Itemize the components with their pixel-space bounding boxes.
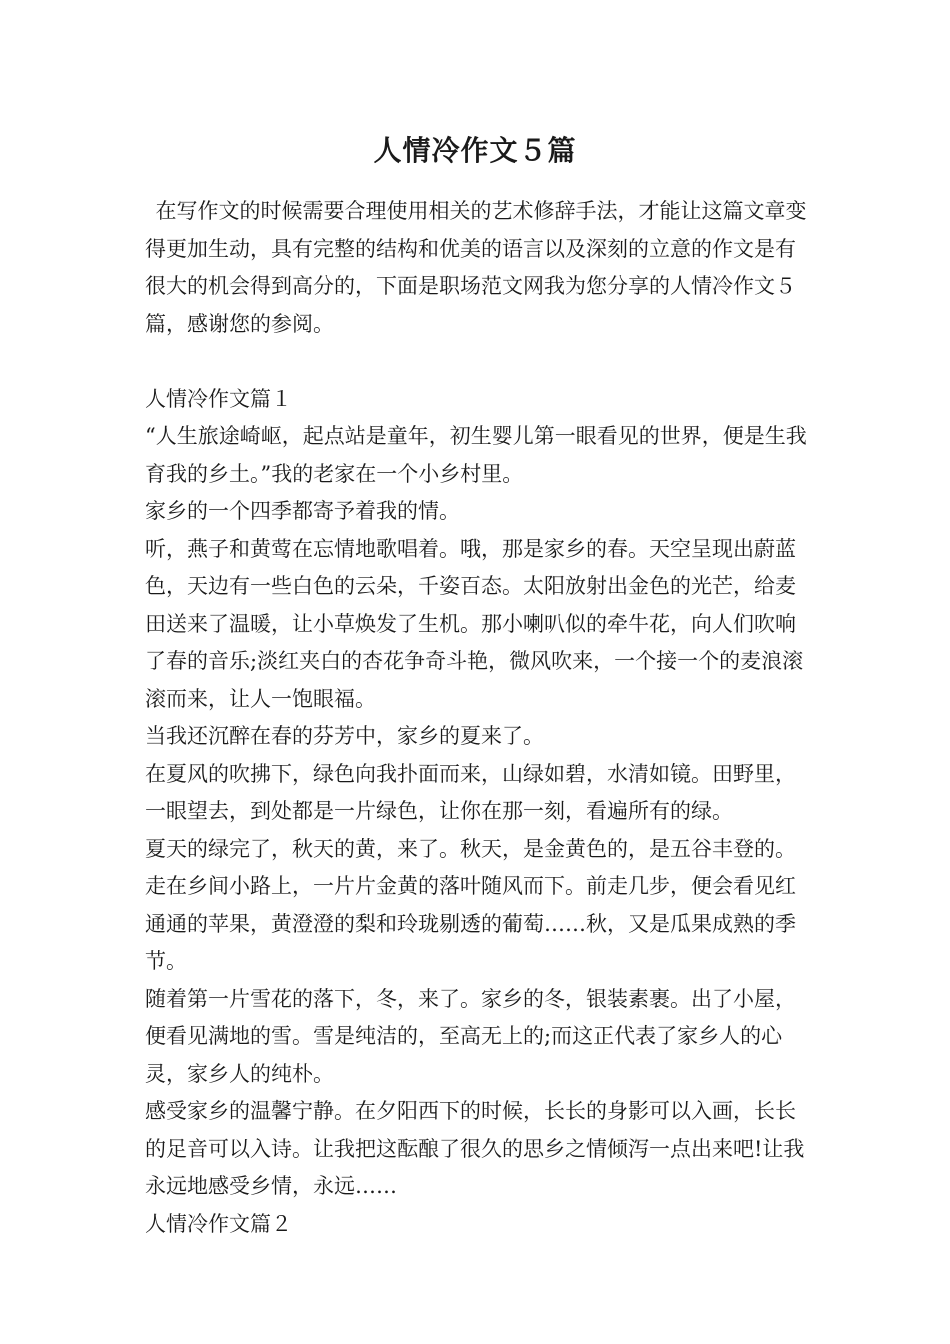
section-heading-2: 人情冷作文篇２	[145, 1211, 292, 1236]
paragraph: 感受家乡的温馨宁静。在夕阳西下的时候，长长的身影可以入画，长长的足音可以入诗。让我把这酝酿了很久的思乡之情倾泻一点出来吧!让我永远地感受乡情，永远……	[145, 1099, 805, 1198]
paragraph: 当我还沉醉在春的芬芳中，家乡的夏来了。	[145, 724, 544, 748]
paragraph: 在夏风的吹拂下，绿色向我扑面而来，山绿如碧，水清如镜。田野里，一眼望去，到处都是一片绿色，让你在那一刻，看遍所有的绿。	[145, 761, 796, 823]
paragraph: 家乡的一个四季都寄予着我的情。	[145, 499, 460, 523]
paragraph: “人生旅途崎岖，起点站是童年，初生婴儿第一眼看见的世界，便是生我育我的乡土。”我的老家在一个小乡村里。	[145, 424, 807, 486]
document-title: 人情冷作文５篇	[373, 134, 577, 167]
paragraph: 夏天的绿完了，秋天的黄，来了。秋天，是金黄色的，是五谷丰登的。走在乡间小路上，一片片金黄的落叶随风而下。前走几步，便会看见红通通的苹果，黄澄澄的梨和玲珑剔透的葡萄……秋，又是瓜果成熟的季节。	[145, 836, 796, 973]
intro-paragraph: 在写作文的时候需要合理使用相关的艺术修辞手法，才能让这篇文章变得更加生动，具有完整的结构和优美的语言以及深刻的立意的作文是有很大的机会得到高分的，下面是职场范文网我为您分享的人情冷作文５篇，感谢您的参阅。	[145, 199, 807, 336]
section-heading-1: 人情冷作文篇１	[145, 386, 292, 411]
blank-line	[145, 343, 813, 381]
paragraph: 随着第一片雪花的落下，冬，来了。家乡的冬，银装素裹。出了小屋，便看见满地的雪。雪是纯洁的，至高无上的;而这正代表了家乡人的心灵，家乡人的纯朴。	[145, 986, 796, 1086]
document-body	[145, 193, 813, 1243]
paragraph: 听，燕子和黄莺在忘情地歌唱着。哦，那是家乡的春。天空呈现出蔚蓝色，天边有一些白色的云朵，千姿百态。太阳放射出金色的光芒，给麦田送来了温暖，让小草焕发了生机。那小喇叭似的牵牛花，向人们吹响了春的音乐;淡红夹白的杏花争奇斗艳，微风吹来，一个接一个的麦浪滚滚而来，让人一饱眼福。	[145, 536, 804, 711]
